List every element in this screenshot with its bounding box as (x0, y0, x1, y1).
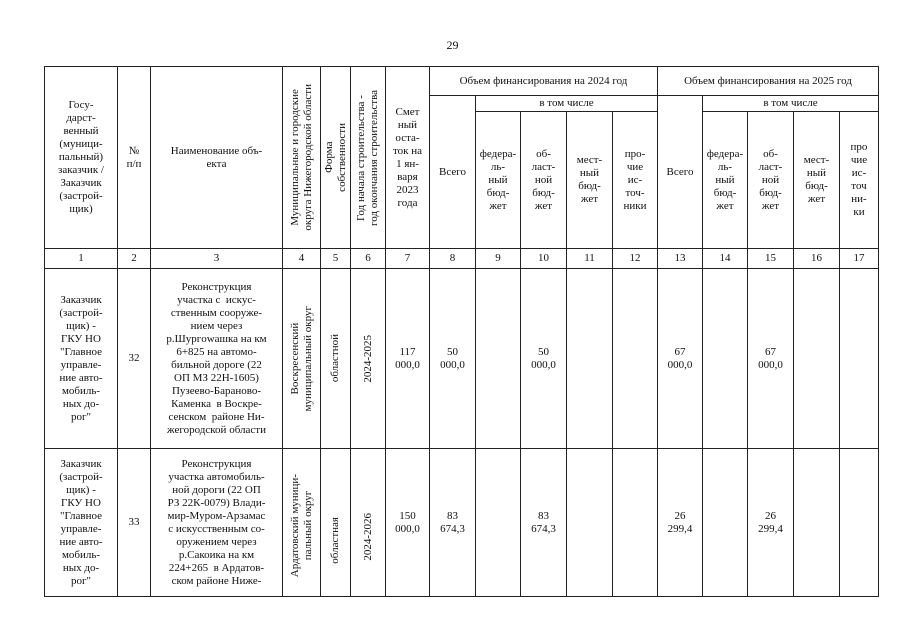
column-number: 13 (658, 249, 703, 269)
row-balance: 150 000,0 (386, 449, 430, 597)
row-regional-2025: 26 299,4 (748, 449, 794, 597)
row-local-2025 (794, 269, 840, 449)
row-object-name: Реконструкция участка автомобиль- ной дороги (22 ОП РЗ 22К-0079) Влади- мир-Муром-Арзамас с искусственным со- оружением через р.Сакоика на км 224+265 в Ардатов- ском районе Ниже- (151, 449, 283, 597)
row-total-2024: 83 674,3 (430, 449, 476, 597)
header-object-name: Наименование объ- екта (151, 67, 283, 249)
row-federal-2025 (703, 269, 748, 449)
row-local-2024 (567, 269, 613, 449)
column-number: 1 (45, 249, 118, 269)
row-local-2024 (567, 449, 613, 597)
header-federal-2024: федера- ль- ный бюд- жет (476, 112, 521, 249)
header-regional-2025: об- ласт- ной бюд- жет (748, 112, 794, 249)
column-number: 3 (151, 249, 283, 269)
header-ownership: Форма собственности (321, 67, 351, 249)
row-federal-2024 (476, 269, 521, 449)
header-years: Год начала строительства - год окончания строительства (351, 67, 386, 249)
row-number: 33 (118, 449, 151, 597)
header-regional-2024: об- ласт- ной бюд- жет (521, 112, 567, 249)
header-local-2025: мест- ный бюд- жет (794, 112, 840, 249)
header-total-2024: Всего (430, 96, 476, 249)
row-other-2024 (613, 269, 658, 449)
row-number: 32 (118, 269, 151, 449)
header-number: № п/п (118, 67, 151, 249)
row-local-2025 (794, 449, 840, 597)
row-object-name: Реконструкция участка с искус- ственным сооруже- нием через р.Шургowашка на км 6+825 на автомо- бильной дороге (22 ОП МЗ 22Н-1605) Пузеево-Бараново- Каменка в Воскре- сенском районе Ни- жегородской области (151, 269, 283, 449)
row-ownership: областная (321, 449, 351, 597)
column-number: 4 (283, 249, 321, 269)
row-other-2024 (613, 449, 658, 597)
column-number: 16 (794, 249, 840, 269)
header-including-2024: в том числе (476, 96, 658, 112)
row-balance: 117 000,0 (386, 269, 430, 449)
row-regional-2025: 67 000,0 (748, 269, 794, 449)
row-other-2025 (840, 449, 879, 597)
row-customer: Заказчик (застрой- щик) - ГКУ НО "Главное управле- ние авто- мобиль- ных до- рог" (45, 269, 118, 449)
row-total-2025: 67 000,0 (658, 269, 703, 449)
row-total-2025: 26 299,4 (658, 449, 703, 597)
column-number: 11 (567, 249, 613, 269)
header-other-2024: про- чие ис- точ- ники (613, 112, 658, 249)
row-years: 2024-2025 (351, 269, 386, 449)
column-number: 10 (521, 249, 567, 269)
header-customer: Госу- дарст- венный (муници- пальный) заказчик / Заказчик (застрой- щик) (45, 67, 118, 249)
row-federal-2025 (703, 449, 748, 597)
header-total-2025: Всего (658, 96, 703, 249)
header-federal-2025: федера- ль- ный бюд- жет (703, 112, 748, 249)
column-number: 9 (476, 249, 521, 269)
row-district: Ардатовский муници- пальный округ (283, 449, 321, 597)
row-district: Воскресенский муниципальный округ (283, 269, 321, 449)
column-number: 6 (351, 249, 386, 269)
column-number: 17 (840, 249, 879, 269)
header-balance: Смет ный оста- ток на 1 ян- варя 2023 года (386, 67, 430, 249)
header-financing-2024: Объем финансирования на 2024 год (430, 67, 658, 96)
row-customer: Заказчик (застрой- щик) - ГКУ НО "Главное управле- ние авто- мобиль- ных до- рог" (45, 449, 118, 597)
header-local-2024: мест- ный бюд- жет (567, 112, 613, 249)
column-number: 15 (748, 249, 794, 269)
row-years: 2024-2026 (351, 449, 386, 597)
column-number: 5 (321, 249, 351, 269)
header-other-2025: про чие ис- точ ни- ки (840, 112, 879, 249)
row-regional-2024: 50 000,0 (521, 269, 567, 449)
column-number: 7 (386, 249, 430, 269)
column-number: 14 (703, 249, 748, 269)
row-other-2025 (840, 269, 879, 449)
header-financing-2025: Объем финансирования на 2025 год (658, 67, 879, 96)
column-number: 2 (118, 249, 151, 269)
row-federal-2024 (476, 449, 521, 597)
row-total-2024: 50 000,0 (430, 269, 476, 449)
header-district: Муниципальные и городские округа Нижегородской области (283, 67, 321, 249)
page-number: 29 (446, 38, 459, 52)
row-ownership: областной (321, 269, 351, 449)
table-row (45, 449, 879, 597)
column-number: 12 (613, 249, 658, 269)
table-row (45, 269, 879, 449)
row-regional-2024: 83 674,3 (521, 449, 567, 597)
financing-table (44, 66, 879, 597)
column-number: 8 (430, 249, 476, 269)
header-including-2025: в том числе (703, 96, 879, 112)
